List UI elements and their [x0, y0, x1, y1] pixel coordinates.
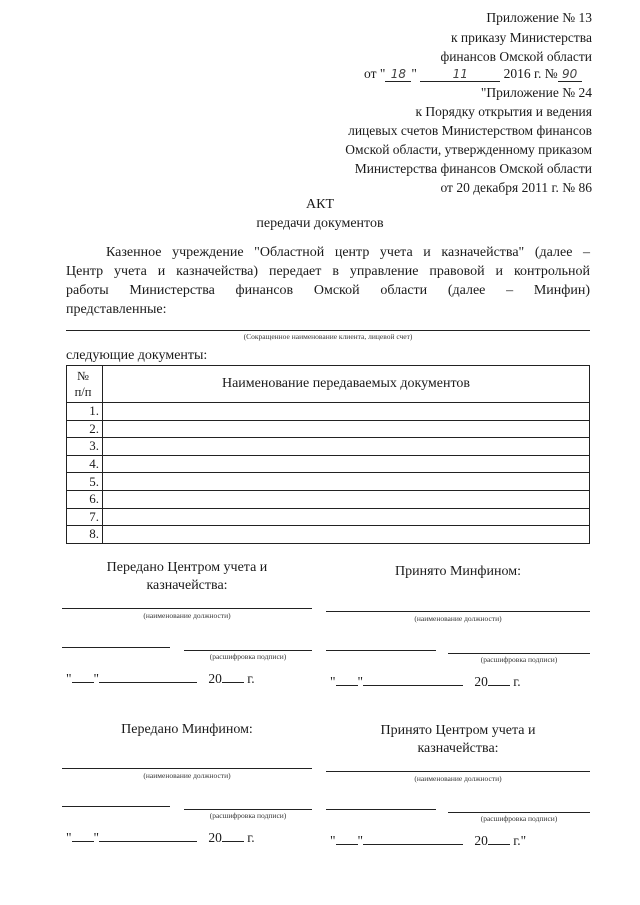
appendix-year-text: 2016 г. №: [503, 66, 558, 81]
block1-left-decode-caption: (расшифровка подписи): [209, 652, 287, 661]
date-month-field[interactable]: [363, 685, 463, 686]
block1-left-title-2: казначейства:: [146, 578, 228, 593]
appendix-line-1: Приложение № 13: [486, 10, 592, 25]
appendix-line-9: Министерства финансов Омской области: [354, 161, 592, 176]
row-doc-name[interactable]: [103, 508, 590, 526]
date-month-field[interactable]: [99, 841, 197, 842]
block1-left-position-caption: (наименование должности): [143, 611, 231, 620]
block1-left-date: [66, 671, 255, 687]
intro-line-2: Центр учета и казначейства) передает в управление правовой и контрольной: [66, 264, 590, 279]
block2-right-position-line[interactable]: [326, 771, 590, 772]
block2-left-decode-caption: (расшифровка подписи): [209, 811, 287, 820]
date-open-quote: ": [330, 833, 336, 848]
table-header-name: Наименование передаваемых документов: [103, 366, 590, 403]
act-subtitle: передачи документов: [256, 216, 384, 231]
date-open-quote: ": [66, 830, 72, 845]
date-year-field[interactable]: [488, 685, 510, 686]
block1-right-decode-caption: (расшифровка подписи): [480, 655, 558, 664]
act-title: АКТ: [306, 197, 334, 212]
row-number: 2.: [67, 420, 103, 438]
row-number: 8.: [67, 526, 103, 544]
table-header-num: [67, 366, 103, 403]
date-year-prefix: 20: [474, 833, 488, 848]
block2-right-date: [330, 833, 526, 849]
appendix-day: 18: [385, 67, 411, 82]
appendix-date-prefix: от ": [364, 66, 386, 81]
date-suffix-end: г.": [513, 833, 527, 848]
row-number: 5.: [67, 473, 103, 491]
client-caption: (Сокращенное наименование клиента, лицевой счет): [243, 332, 413, 341]
table-row: [67, 438, 590, 456]
date-close-quote: ": [357, 833, 364, 848]
date-year-prefix: 20: [474, 674, 488, 689]
date-day-field[interactable]: [72, 841, 94, 842]
intro-line-4: представленные:: [66, 302, 167, 317]
block2-left-position-caption: (наименование должности): [143, 771, 231, 780]
date-year-field[interactable]: [488, 844, 510, 845]
appendix-line-2: к приказу Министерства: [450, 30, 592, 45]
intro-line-1: Казенное учреждение "Областной центр учета и казначейства" (далее –: [106, 245, 590, 260]
table-row: [67, 455, 590, 473]
block1-right-signature-line[interactable]: [326, 650, 436, 651]
block2-left-signature-line[interactable]: [62, 806, 170, 807]
block2-left-position-line[interactable]: [62, 768, 312, 769]
date-open-quote: ": [330, 674, 336, 689]
block1-right-position-caption: (наименование должности): [414, 614, 502, 623]
appendix-line-10: от 20 декабря 2011 г. № 86: [440, 180, 592, 195]
date-suffix: г.: [247, 671, 255, 686]
row-number: 4.: [67, 455, 103, 473]
appendix-line-6: к Порядку открытия и ведения: [415, 104, 592, 119]
table-row: [67, 473, 590, 491]
date-day-field[interactable]: [72, 682, 94, 683]
date-close-quote: ": [357, 674, 364, 689]
date-open-quote: ": [66, 671, 72, 686]
table-row: [67, 526, 590, 544]
date-close-quote: ": [93, 671, 100, 686]
block2-right-decode-line[interactable]: [448, 812, 590, 813]
block1-left-decode-line[interactable]: [184, 650, 312, 651]
date-year-prefix: 20: [208, 830, 222, 845]
date-month-field[interactable]: [99, 682, 197, 683]
docs-intro: следующие документы:: [66, 348, 208, 363]
client-input-line[interactable]: [66, 330, 590, 331]
row-number: 3.: [67, 438, 103, 456]
appendix-line-3: финансов Омской области: [440, 49, 592, 64]
row-doc-name[interactable]: [103, 438, 590, 456]
date-month-field[interactable]: [363, 844, 463, 845]
appendix-date-mid: ": [411, 66, 417, 81]
row-number: 7.: [67, 508, 103, 526]
block1-right-date: [330, 674, 521, 690]
date-day-field[interactable]: [336, 685, 358, 686]
intro-line-3: работы Министерства финансов Омской области (далее – Минфин): [66, 283, 590, 298]
date-year-field[interactable]: [222, 682, 244, 683]
block1-right-title: Принято Минфином:: [395, 564, 521, 579]
row-number: 6.: [67, 490, 103, 508]
block2-right-signature-line[interactable]: [326, 809, 436, 810]
date-suffix: г.: [513, 674, 521, 689]
row-doc-name[interactable]: [103, 455, 590, 473]
row-doc-name[interactable]: [103, 490, 590, 508]
block2-right-decode-caption: (расшифровка подписи): [480, 814, 558, 823]
date-year-field[interactable]: [222, 841, 244, 842]
header-num-label-2: п/п: [74, 385, 92, 399]
appendix-line-7: лицевых счетов Министерством финансов: [348, 123, 592, 138]
appendix-number: 90: [558, 67, 582, 82]
table-row: [67, 490, 590, 508]
row-doc-name[interactable]: [103, 473, 590, 491]
row-number: 1.: [67, 403, 103, 421]
appendix-line-8: Омской области, утвержденному приказом: [345, 142, 592, 157]
block1-right-decode-line[interactable]: [448, 653, 590, 654]
block2-left-date: [66, 830, 255, 846]
row-doc-name[interactable]: [103, 420, 590, 438]
block1-left-title-1: Передано Центром учета и: [106, 560, 268, 575]
table-row: [67, 420, 590, 438]
date-close-quote: ": [93, 830, 100, 845]
block2-right-title-1: Принято Центром учета и: [380, 723, 536, 738]
row-doc-name[interactable]: [103, 403, 590, 421]
block2-left-title: Передано Минфином:: [121, 722, 253, 737]
row-doc-name[interactable]: [103, 526, 590, 544]
date-suffix: г.: [247, 830, 255, 845]
date-day-field[interactable]: [336, 844, 358, 845]
header-num-label: №: [77, 369, 89, 383]
documents-table: [66, 365, 590, 544]
appendix-month: 11: [420, 67, 500, 82]
date-year-prefix: 20: [208, 671, 222, 686]
intro-paragraph: [66, 243, 590, 319]
block1-left-position-line[interactable]: [62, 608, 312, 609]
block1-right-position-line[interactable]: [326, 611, 590, 612]
appendix-date-line: [364, 66, 582, 82]
appendix-line-5: "Приложение № 24: [480, 85, 592, 100]
table-header-row: [67, 366, 590, 403]
table-row: [67, 403, 590, 421]
block2-right-title-2: казначейства:: [417, 741, 499, 756]
block2-right-position-caption: (наименование должности): [414, 774, 502, 783]
table-row: [67, 508, 590, 526]
block2-left-decode-line[interactable]: [184, 809, 312, 810]
block1-left-signature-line[interactable]: [62, 647, 170, 648]
